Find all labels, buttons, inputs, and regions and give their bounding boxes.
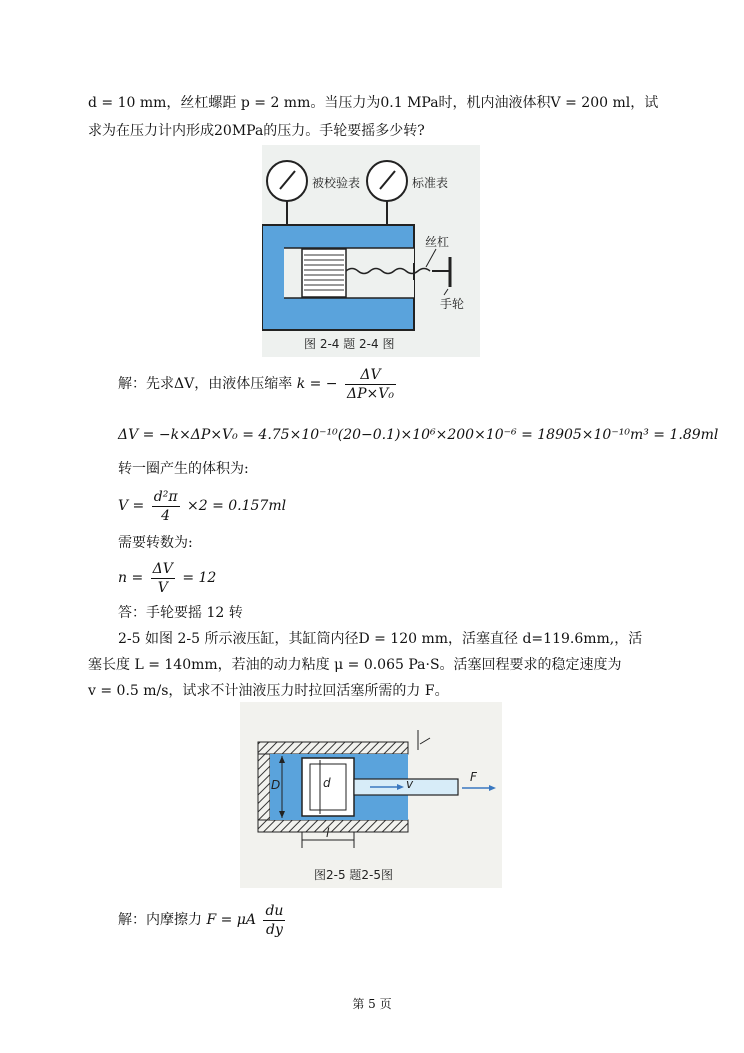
- volume-per-turn-equation: V = $\frac{\text{d²π}}{4}$ ×2 = 0.157ml: [118, 488, 287, 524]
- handwheel-label: 手轮: [440, 297, 465, 311]
- test-gauge-icon: [267, 161, 307, 225]
- label-d: d: [323, 776, 331, 790]
- turns-text: 需要转数为:: [118, 535, 193, 551]
- compressibility-fraction: $\frac{\Delta V}{\text{ΔP×V₀}}$: [347, 366, 394, 402]
- problem-2-4-line-2: 求为在压力计内形成20MPa的压力。手轮要摇多少转?: [88, 123, 425, 139]
- label-D: D: [271, 778, 281, 792]
- solution-2-5: 解：内摩擦力 F = μA $\frac{du}{dy}$: [118, 902, 284, 938]
- problem-2-4-line-1: d = 10 mm，丝杠螺距 p = 2 mm。当压力为0.1 MPa时，机内油液体积V = 200 ml，试: [88, 95, 659, 111]
- figure-2-5: [240, 702, 502, 888]
- problem-2-5-line-3: v = 0.5 m/s，试求不计油液压力时拉回活塞所需的力 F。: [88, 683, 449, 699]
- standard-gauge-icon: [367, 161, 407, 225]
- piston: [302, 249, 346, 297]
- gauge-right-label: 标准表: [412, 176, 449, 190]
- solution-2-4-intro: 解：先求ΔV，由液体压缩率 k = − $\frac{\Delta V}{\text{ΔP×V₀}}$: [118, 366, 394, 402]
- delta-v-equation: ΔV = −k×ΔP×V₀ = 4.75×10⁻¹⁰(20−0.1)×10⁶×200×10⁻⁶ = 18905×10⁻¹⁰m³ = 1.89ml: [118, 427, 719, 443]
- label-l: l: [326, 826, 330, 840]
- label-F: F: [470, 770, 477, 784]
- figure-2-4-caption: 图 2-4 题 2-4 图: [304, 337, 395, 351]
- screw-label: 丝杠: [425, 235, 450, 249]
- page-number: 第 5 页: [352, 997, 392, 1011]
- figure-2-4: [262, 145, 480, 357]
- gauge-left-label: 被校验表: [312, 176, 361, 190]
- answer-2-4: 答：手轮要摇 12 转: [118, 605, 243, 621]
- figure-2-5-caption: 图2-5 题2-5图: [314, 868, 394, 882]
- turns-equation: n = $\frac{\Delta V}{V}$ = 12: [118, 560, 217, 596]
- label-v: v: [406, 777, 414, 791]
- problem-2-5-line-1: 2-5 如图 2-5 所示液压缸，其缸筒内径D = 120 mm，活塞直径 d=119.6mm,，活: [118, 631, 643, 647]
- problem-2-5-line-2: 塞长度 L = 140mm，若油的动力粘度 μ = 0.065 Pa·S。活塞回程要求的稳定速度为: [88, 657, 622, 673]
- figure-2-5-drawing: [240, 702, 502, 888]
- per-turn-text: 转一圈产生的体积为:: [118, 461, 249, 477]
